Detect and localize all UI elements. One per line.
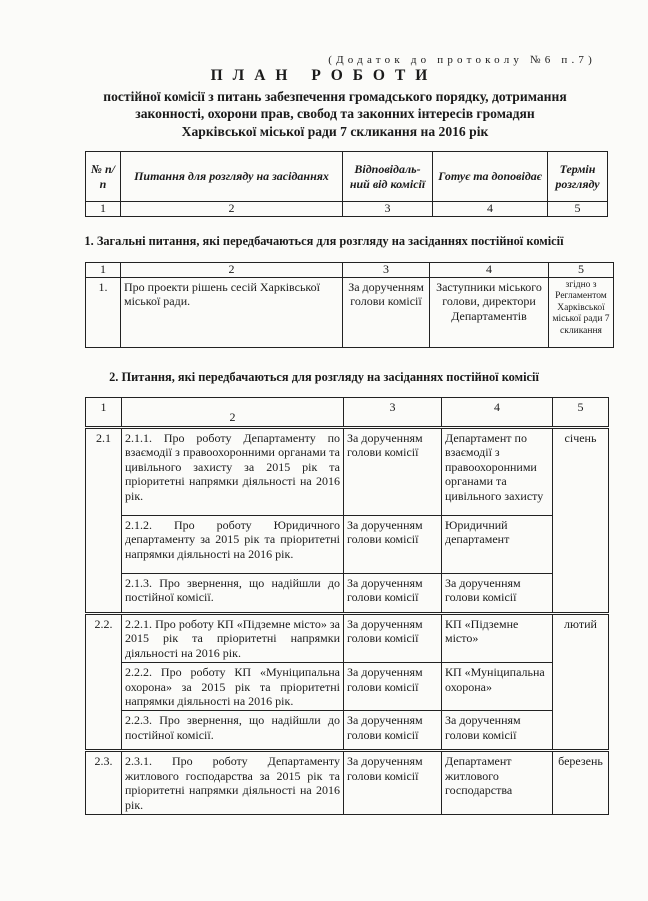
subtitle-line: законності, охорони прав, свобод та законних інтересів громадян xyxy=(135,106,535,122)
item-responsible: За дорученням голови комісії xyxy=(344,574,442,614)
item-reporter: Юридичний департамент xyxy=(442,516,553,574)
group-number: 2.2. xyxy=(86,614,122,751)
column-number: 3 xyxy=(343,263,430,278)
plan-subtitle xyxy=(85,88,585,140)
plan-title: ПЛАН РОБОТИ xyxy=(210,67,438,84)
item-responsible: За дорученням голови комісії xyxy=(344,711,442,751)
header-number: № п/п xyxy=(86,152,121,202)
header-responsible: Відповідаль-ний від комісії xyxy=(343,152,433,202)
section-1-table xyxy=(85,262,614,348)
group-term: січень xyxy=(553,428,609,614)
item-responsible: За дорученням голови комісії xyxy=(344,614,442,663)
item-question: 2.2.1. Про роботу КП «Підземне місто» за 2015 рік та пріоритетні напрямки діяльності на 2016 рік. xyxy=(122,614,344,663)
column-number: 4 xyxy=(442,398,553,428)
section-1-title: 1. Загальні питання, які передбачаються для розгляду на засіданнях постійної комісії xyxy=(84,234,564,248)
subtitle-line: Харківської міської ради 7 скликання на 2016 рік xyxy=(181,123,489,139)
column-number: 5 xyxy=(548,202,608,217)
header-question: Питання для розгляду на засіданнях xyxy=(121,152,343,202)
column-number: 5 xyxy=(549,263,614,278)
item-responsible: За дорученням голови комісії xyxy=(344,428,442,516)
section-2-table xyxy=(85,397,609,815)
item-reporter: За дорученням голови комісії xyxy=(442,711,553,751)
item-question: 2.2.3. Про звернення, що надійшли до постійної комісії. xyxy=(122,711,344,751)
column-number: 4 xyxy=(433,202,548,217)
item-question: 2.1.2. Про роботу Юридичного департаменту за 2015 рік та пріоритетні напрямки діяльності на 2016 рік. xyxy=(122,516,344,574)
row-number: 1. xyxy=(86,278,121,348)
subtitle-line: постійної комісії з питань забезпечення громадського порядку, дотримання xyxy=(103,89,567,104)
header-table xyxy=(85,151,608,217)
table-row xyxy=(86,614,609,663)
group-term: лютий xyxy=(553,614,609,751)
annex-note: (Додаток до протоколу №6 п.7) xyxy=(328,54,596,66)
table-row xyxy=(86,663,609,711)
item-responsible: За дорученням голови комісії xyxy=(344,663,442,711)
column-number: 1 xyxy=(86,398,122,428)
item-question: 2.2.2. Про роботу КП «Муніципальна охорона» за 2015 рік та пріоритетні напрямки діяльності на 2016 рік. xyxy=(122,663,344,711)
table-row xyxy=(86,711,609,751)
table-row xyxy=(86,516,609,574)
item-responsible: За дорученням голови комісії xyxy=(344,516,442,574)
item-reporter: За дорученням голови комісії xyxy=(442,574,553,614)
item-reporter: КП «Муніципальна охорона» xyxy=(442,663,553,711)
column-number: 1 xyxy=(86,202,121,217)
column-number: 3 xyxy=(344,398,442,428)
table-row xyxy=(86,751,609,815)
row-question: Про проекти рішень сесій Харківської міської ради. xyxy=(121,278,343,348)
column-number: 2 xyxy=(121,263,343,278)
table-row xyxy=(86,428,609,516)
item-question: 2.1.1. Про роботу Департаменту по взаємодії з правоохоронними органами та цивільного захисту за 2015 рік та пріоритетні напрямки діяльності на 2016 рік. xyxy=(122,428,344,516)
item-responsible: За дорученням голови комісії xyxy=(344,751,442,815)
column-number-row xyxy=(86,398,609,428)
column-number: 3 xyxy=(343,202,433,217)
item-reporter: Департамент по взаємодії з правоохоронними органами та цивільного захисту xyxy=(442,428,553,516)
item-question: 2.1.3. Про звернення, що надійшли до постійної комісії. xyxy=(122,574,344,614)
column-number: 5 xyxy=(553,398,609,428)
column-number: 2 xyxy=(122,398,344,428)
table-row xyxy=(86,574,609,614)
item-question: 2.3.1. Про роботу Департаменту житлового господарства за 2015 рік та пріоритетні напрямки діяльності на 2016 рік. xyxy=(122,751,344,815)
group-number: 2.3. xyxy=(86,751,122,815)
column-number: 4 xyxy=(430,263,549,278)
row-reporter: Заступники міського голови, директори Департаментів xyxy=(430,278,549,348)
group-term: березень xyxy=(553,751,609,815)
column-number: 2 xyxy=(121,202,343,217)
header-term: Термін розгляду xyxy=(548,152,608,202)
header-reporter: Готує та доповідає xyxy=(433,152,548,202)
column-number: 1 xyxy=(86,263,121,278)
group-number: 2.1 xyxy=(86,428,122,614)
table-row xyxy=(86,278,614,348)
row-responsible: За дорученням голови комісії xyxy=(343,278,430,348)
item-reporter: Департамент житлового господарства xyxy=(442,751,553,815)
section-2-title: 2. Питання, які передбачаються для розгляду на засіданнях постійної комісії xyxy=(109,370,539,384)
row-term: згідно з Регламентом Харківської міської ради 7 скликання xyxy=(549,278,614,348)
item-reporter: КП «Підземне місто» xyxy=(442,614,553,663)
